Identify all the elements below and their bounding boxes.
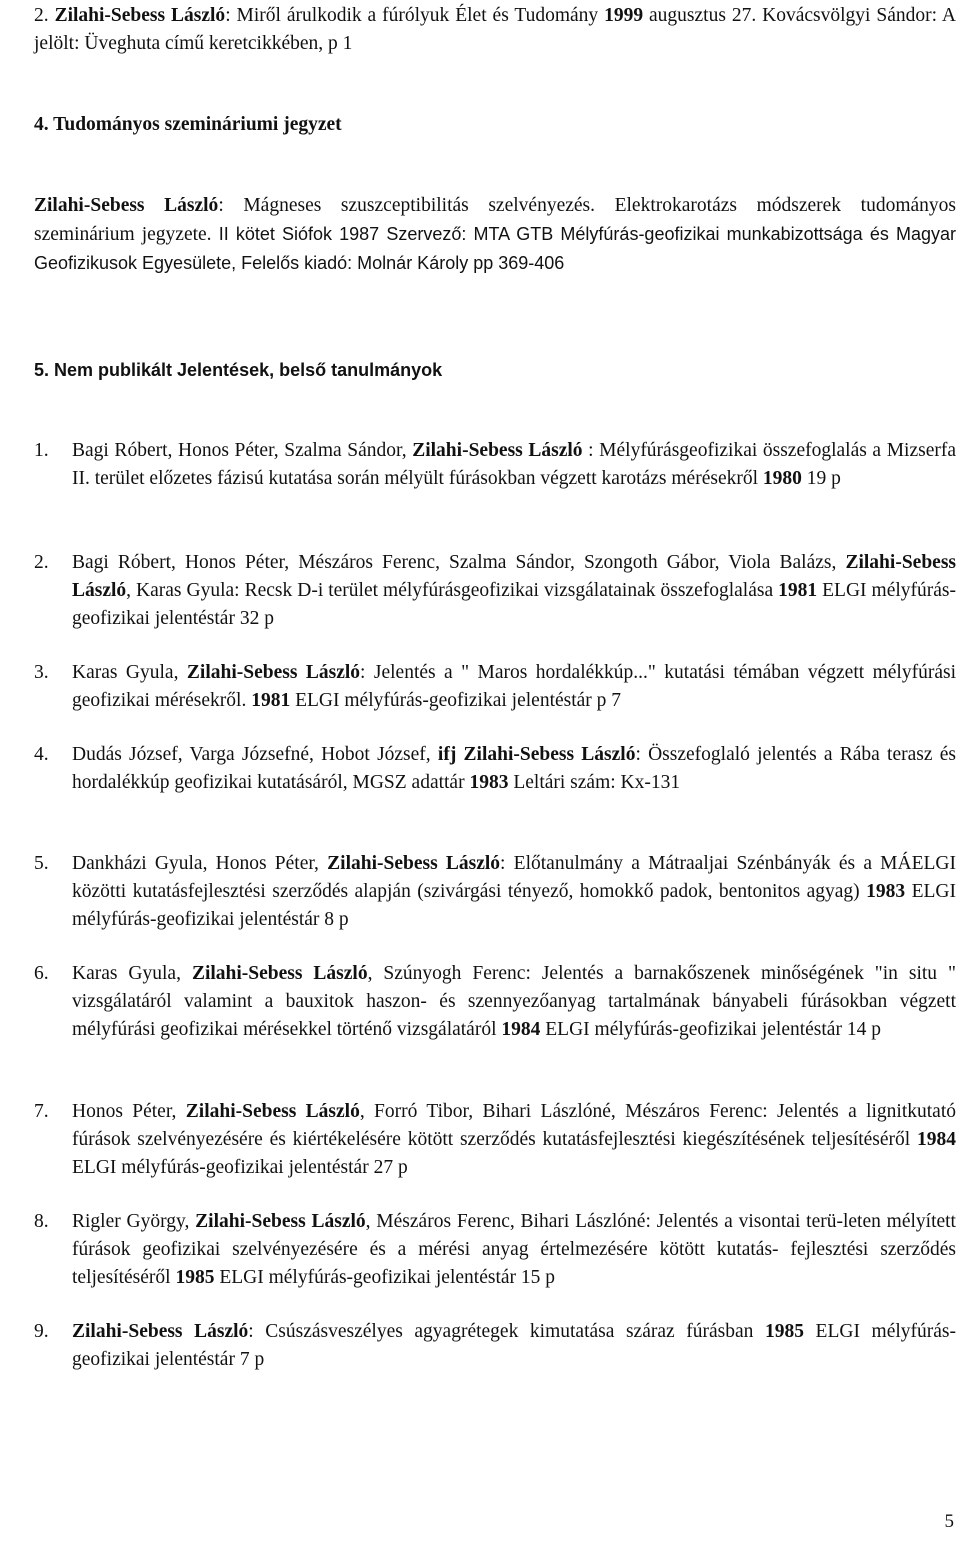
year: 1983: [469, 772, 509, 793]
item-text: : Miről árulkodik a fúrólyuk Élet és Tudomány: [225, 5, 605, 26]
item-body: [72, 741, 956, 797]
seminar-reference: [34, 192, 956, 278]
item-number: 2.: [34, 552, 49, 573]
item-text-sans: II kötet Siófok 1987 Szervező: MTA GTB Mélyfúrás-geofizikai munkabizottsága és Magyar Geofizikusok Egyesülete, Felelős kiadó: Molnár Károly pp 369-406: [34, 224, 956, 273]
item-text: , Forró Tibor, Bihari Lászlóné, Mészáros Ferenc: Jelentés a lignitkutató fúrások szelvényezésére és kiértékelésére kötött szerződés kutatásfejlesztési kiegészítésének teljesítéséről: [72, 1101, 956, 1150]
item-body: [72, 659, 956, 715]
item-text: : Jelentés a " Maros hordalékkúp..." kutatási témában végzett mélyfúrási geofizikai mérésekről.: [72, 662, 956, 711]
item-number: 3.: [34, 662, 49, 683]
item-text: , Karas Gyula: Recsk D-i terület mélyfúrásgeofizikai vizsgálatainak összefoglalása: [126, 580, 779, 601]
year: 1985: [175, 1267, 215, 1288]
item-text: Bagi Róbert, Honos Péter, Szalma Sándor,: [72, 440, 413, 461]
author-name: Zilahi-Sebess László: [195, 1211, 366, 1232]
item-number: 8.: [34, 1211, 49, 1232]
item-text: Honos Péter,: [72, 1101, 186, 1122]
item-number: 1.: [34, 440, 49, 461]
item-text: ELGI mélyfúrás-geofizikai jelentéstár 27 p: [72, 1157, 408, 1178]
item-text: : Mágneses szuszceptibilitás szelvényezés. Elektrokarotázs módszerek tudományos szeminárium jegyzete.: [34, 195, 956, 245]
item-body: [72, 960, 956, 1044]
year: 1980: [762, 468, 802, 489]
year: 1983: [866, 881, 906, 902]
item-body: [72, 850, 956, 934]
item-number: 6.: [34, 963, 49, 984]
year: 1981: [778, 580, 818, 601]
year: 1984: [501, 1019, 541, 1040]
item-text: , Mészáros Ferenc, Bihari Lászlóné: Jelentés a visontai terü-leten mélyített fúrások geofizikai szelvényezésére és a mérési anyag értelmezésére kötött kutatás- fejlesztési szerződés teljesítéséről: [72, 1211, 956, 1288]
item-text: Rigler György,: [72, 1211, 196, 1232]
author-name: Zilahi-Sebess László: [34, 195, 219, 216]
item-number: 5.: [34, 853, 49, 874]
author-name: Zilahi-Sebess László: [412, 440, 583, 461]
item-body: [72, 549, 956, 633]
item-text: ELGI mélyfúrás-geofizikai jelentéstár 8 p: [72, 881, 956, 930]
item-text: ELGI mélyfúrás-geofizikai jelentéstár 15 p: [214, 1267, 556, 1288]
item-number: 9.: [34, 1321, 49, 1342]
item-body: [72, 1208, 956, 1292]
page-number: 5: [944, 1511, 954, 1532]
author-name: Zilahi-Sebess László: [327, 853, 501, 874]
section-heading-5: 5. Nem publikált Jelentések, belső tanulmányok: [34, 360, 443, 380]
section-heading-4: 4. Tudományos szemináriumi jegyzet: [34, 114, 342, 135]
item-text: Dudás József, Varga Józsefné, Hobot József,: [72, 744, 438, 765]
item-text: : Mélyfúrásgeofizikai összefoglalás a Mizserfa II. terület előzetes fázisú kutatása során mélyült fúrásokban végzett karotázs mérésekről: [72, 440, 956, 489]
author-name: Zilahi-Sebess László: [185, 1101, 360, 1122]
author-name: Zilahi-Sebess László: [191, 963, 368, 984]
item-body: [72, 1318, 956, 1374]
item-text: Karas Gyula,: [72, 662, 187, 683]
item-body: [72, 437, 956, 493]
item-number: 4.: [34, 744, 49, 765]
author-name: Zilahi-Sebess László: [72, 552, 956, 601]
year: 1985: [764, 1321, 804, 1342]
item-text: Dankházi Gyula, Honos Péter,: [72, 853, 328, 874]
item-text: ELGI mélyfúrás-geofizikai jelentéstár p 7: [290, 690, 622, 711]
item-text: : Előtanulmány a Mátraaljai Szénbányák és a MÁELGI közötti kutatásfejlesztési szerződés alapján (szivárgási tényező, homokkő padok, bentonitos agyag): [72, 853, 956, 902]
author-name: Zilahi-Sebess László: [54, 5, 226, 26]
year: 1999: [604, 5, 644, 26]
reference-item-top: [34, 2, 956, 58]
year: 1984: [917, 1129, 956, 1150]
item-text: ELGI mélyfúrás-geofizikai jelentéstár 14 p: [540, 1019, 881, 1040]
item-text: Karas Gyula,: [72, 963, 192, 984]
item-text: : Csúszásveszélyes agyagrétegek kimutatása száraz fúrásban: [248, 1321, 765, 1342]
item-number: 7.: [34, 1101, 49, 1122]
item-text: augusztus 27. Kovácsvölgyi Sándor: A jelölt: Üveghuta című keretcikkében, p 1: [34, 5, 956, 54]
item-text: ELGI mélyfúrás-geofizikai jelentéstár 32 p: [72, 580, 956, 629]
item-body: [72, 1098, 956, 1182]
item-text: ELGI mélyfúrás-geofizikai jelentéstár 7 p: [72, 1321, 956, 1370]
item-text: Bagi Róbert, Honos Péter, Mészáros Ferenc, Szalma Sándor, Szongoth Gábor, Viola Balázs,: [72, 552, 846, 573]
item-text: : Összefoglaló jelentés a Rába terasz és hordalékkúp geofizikai kutatásáról, MGSZ adattár: [72, 744, 956, 793]
year: 1981: [251, 690, 291, 711]
author-name: ifj Zilahi-Sebess László: [437, 744, 636, 765]
item-text: 19 p: [801, 468, 841, 489]
item-number: 2.: [34, 5, 49, 26]
item-text: Leltári szám: Kx-131: [508, 772, 681, 793]
item-text: , Szúnyogh Ferenc: Jelentés a barnakőszenek minőségének "in situ " vizsgálatáról valamint a bauxitok haszon- és szennyezőanyag tartalmának bányabeli fúrásokban végzett mélyfúrási geofizikai mérésekkel történő vizsgálatáról: [72, 963, 956, 1040]
author-name: Zilahi-Sebess László: [72, 1321, 249, 1342]
author-name: Zilahi-Sebess László: [186, 662, 361, 683]
